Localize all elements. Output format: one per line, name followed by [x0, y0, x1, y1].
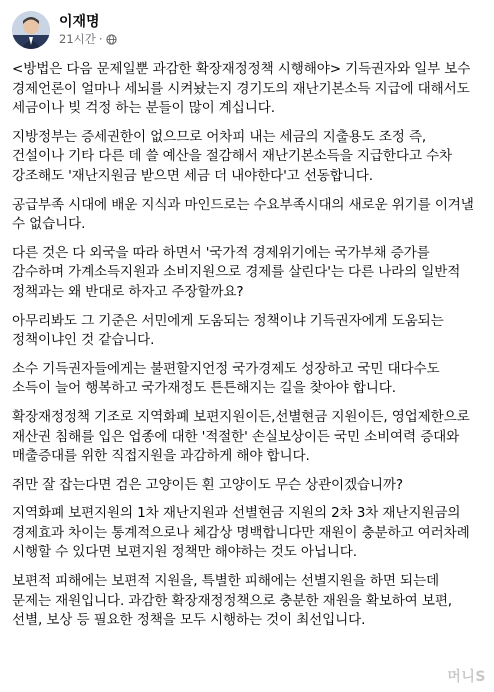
post-paragraph-2: 지방정부는 증세권한이 없으므로 어차피 내는 세금의 지출용도 조정 즉, 건설이나 기타 다른 데 쓸 예산을 절감해서 재난기본소득을 지급한다고 수차 강조해도 '재난지원금 받으면 세금 더 내야한다'고 선동합니다.	[12, 128, 452, 184]
post-paragraph-6: 소수 기득권자들에게는 불편할지언정 국가경제도 성장하고 국민 대다수도 소득이 늘어 행복하고 국가재정도 튼튼해지는 길을 찾아야 합니다.	[12, 360, 440, 397]
post-paragraph-4: 다른 것은 다 외국을 따라 하면서 '국가적 경제위기에는 국가부채 증가를 감수하며 가계소득지원과 소비지원으로 경제를 살린다'는 다른 나라의 일반적 정책과는 왜 반대로 하자고 주장할까요?	[12, 244, 461, 300]
post-paragraph-1: <방법은 다음 문제일뿐 과감한 확장재정정책 시행해야> 기득권자와 일부 보수 경제언론이 얼마나 세뇌를 시켜놨는지 경기도의 재난기본소득 지급에 대해서도 세금이나 빚 걱정 하는 분들이 많이 계십니다.	[12, 61, 471, 117]
post-timestamp[interactable]: 21시간	[59, 32, 96, 46]
post-paragraph-10: 보편적 피해에는 보편적 지원을, 특별한 피해에는 선별지원을 하면 되는데 문제는 재원입니다. 과감한 확장재정정책으로 충분한 재원을 확보하여 보편, 선별, 보상 등 필요한 정책을 모두 시행하는 것이 최선입니다.	[12, 573, 452, 629]
globe-icon[interactable]	[106, 34, 117, 45]
post-body	[12, 60, 482, 631]
post-paragraph-3: 공급부족 시대에 배운 지식과 마인드로는 수요부족시대의 새로운 위기를 이겨낼 수 없습니다.	[12, 196, 474, 233]
author-name[interactable]: 이재명	[59, 14, 100, 30]
post-paragraph-7: 확장재정정책 기조로 지역화폐 보편지원이든,선별현금 지원이든, 영업제한으로 재산권 침해를 입은 업종에 대한 '적절한' 손실보상이든 국민 소비여력 증대와 매출증대를 위한 직접지원을 과감하게 해야 합니다.	[12, 408, 470, 465]
avatar[interactable]	[12, 11, 50, 49]
watermark: 머니S	[447, 669, 486, 685]
post-header	[12, 8, 482, 52]
separator-dot: ·	[98, 32, 103, 46]
profile-photo	[12, 11, 50, 49]
post-paragraph-8: 쥐만 잘 잡는다면 검은 고양이든 흰 고양이도 무슨 상관이겠습니까?	[12, 476, 403, 493]
post-paragraph-5: 아무리봐도 그 기준은 서민에게 도움되는 정책이냐 기득권자에게 도움되는 정책이냐인 것 같습니다.	[12, 312, 444, 349]
post-paragraph-9: 지역화폐 보편지원의 1차 재난지원과 선별현금 지원의 2차 3차 재난지원금의 경제효과 차이는 통계적으로나 체감상 명백합니다만 재원이 충분하고 여러차례 시행할 수 있다면 보편지원 정책만 해야하는 것도 아닙니다.	[12, 505, 470, 561]
post-meta	[59, 13, 117, 47]
post-subline	[59, 32, 117, 47]
